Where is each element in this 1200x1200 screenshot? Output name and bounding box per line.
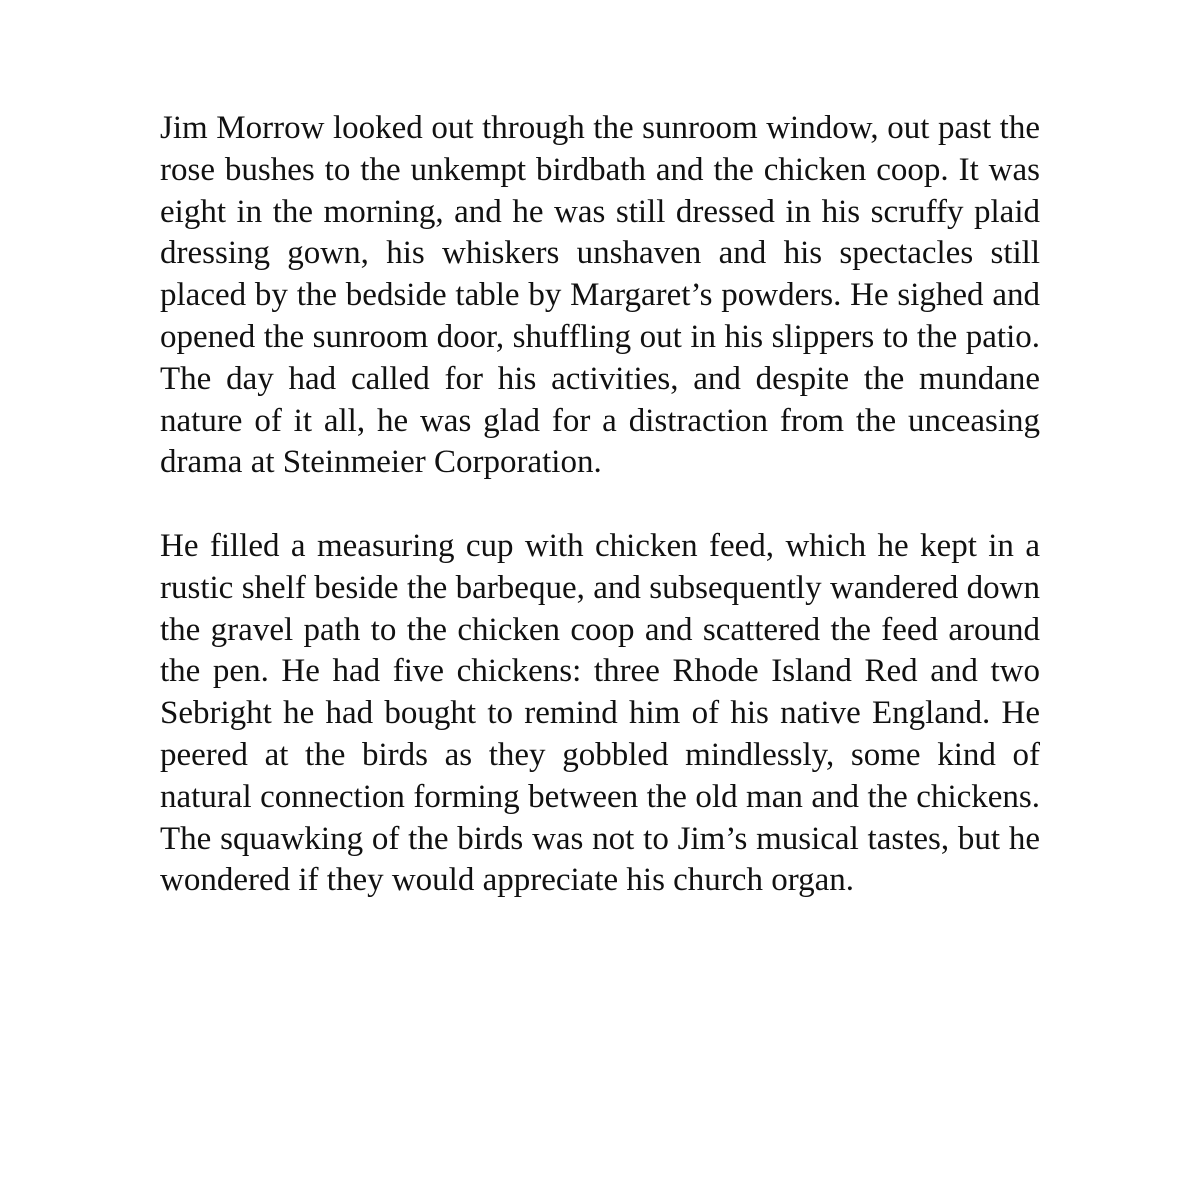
document-body: [160, 108, 1040, 902]
paragraph-2: He filled a measuring cup with chicken feed, which he kept in a rustic shelf beside the barbeque, and subsequently wandered down the gravel path to the chicken coop and scattered the feed around the pen. He had five chickens: three Rhode Island Red and two Sebright he had bought to remind him of his native England. He peered at the birds as they gobbled mindlessly, some kind of natural connection forming between the old man and the chickens. The squawking of the birds was not to Jim’s musical tastes, but he wondered if they would appreciate his church organ.: [160, 527, 1040, 899]
paragraph-1: Jim Morrow looked out through the sunroom window, out past the rose bushes to the unkempt birdbath and the chicken coop. It was eight in the morning, and he was still dressed in his scruffy plaid dressing gown, his whiskers unshaven and his spectacles still placed by the bedside table by Margaret’s powders. He sighed and opened the sunroom door, shuffling out in his slippers to the patio. The day had called for his activities, and despite the mundane nature of it all, he was glad for a distraction from the unceasing drama at Steinmeier Corporation.: [160, 110, 1040, 481]
